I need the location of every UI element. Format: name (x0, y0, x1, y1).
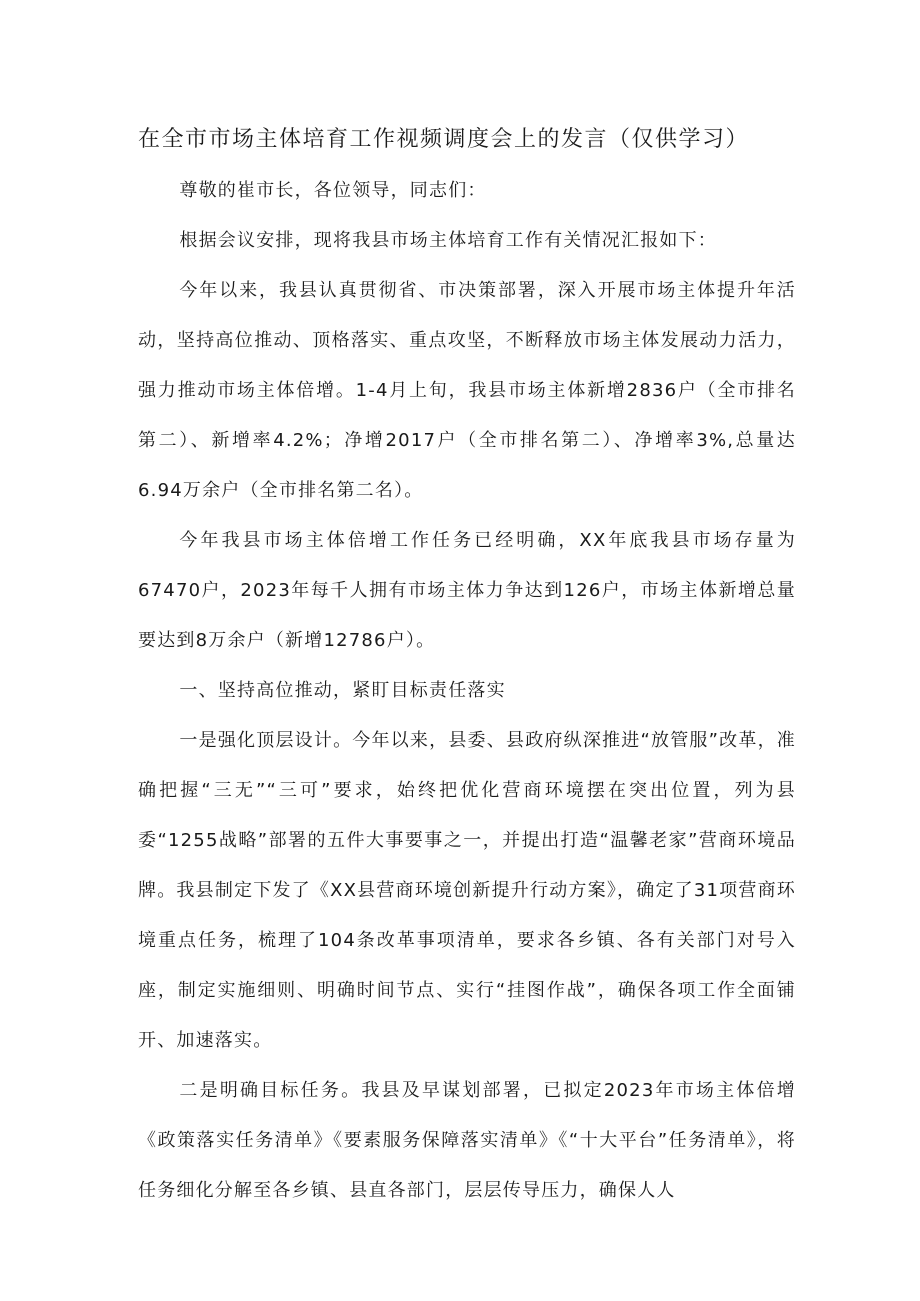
task-paragraph: 二是明确目标任务。我县及早谋划部署，已拟定2023年市场主体倍增《政策落实任务清单》《要素服务保障落实清单》《“十大平台”任务清单》，将任务细化分解至各乡镇、县直各部门，层层传导压力，确保人人 (138, 1080, 796, 1201)
design-paragraph: 一是强化顶层设计。今年以来，县委、县政府纵深推进“放管服”改革，准确把握“三无”“三可”要求，始终把优化营商环境摆在突出位置，列为县委“1255战略”部署的五件大事要事之一，并提出打造“温馨老家”营商环境品牌。我县制定下发了《XX县营商环境创新提升行动方案》，确定了31项营商环境重点任务，梳理了104条改革事项清单，要求各乡镇、各有关部门对号入座，制定实施细则、明确时间节点、实行“挂图作战”，确保各项工作全面铺开、加速落实。 (138, 730, 796, 1051)
overview-paragraph: 今年以来，我县认真贯彻省、市决策部署，深入开展市场主体提升年活动，坚持高位推动、顶格落实、重点攻坚，不断释放市场主体发展动力活力，强力推动市场主体倍增。1-4月上旬，我县市场主体新增2836户（全市排名第二）、新增率4.2%；净增2017户（全市排名第二）、净增率3%,总量达6.94万余户（全市排名第二名）。 (138, 280, 796, 501)
salutation-paragraph: 尊敬的崔市长，各位领导，同志们： (179, 180, 487, 201)
document-body (138, 166, 796, 1216)
section-heading: 一、坚持高位推动，紧盯目标责任落实 (179, 680, 506, 701)
document-title: 在全市市场主体培育工作视频调度会上的发言（仅供学习） (138, 127, 750, 152)
intro-paragraph: 根据会议安排，现将我县市场主体培育工作有关情况汇报如下： (179, 230, 717, 251)
target-paragraph: 今年我县市场主体倍增工作任务已经明确，XX年底我县市场存量为67470户，2023年每千人拥有市场主体力争达到126户，市场主体新增总量要达到8万余户（新增12786户）。 (138, 530, 796, 651)
